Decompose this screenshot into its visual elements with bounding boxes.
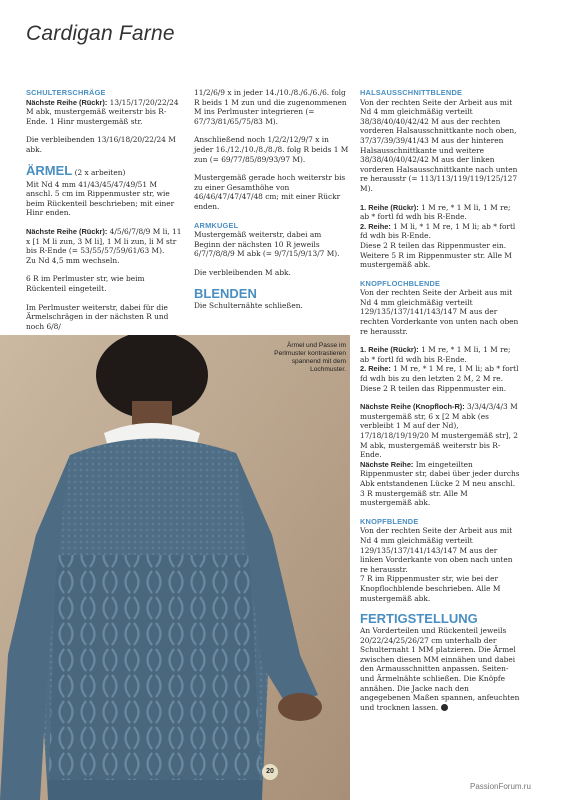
paragraph: Diese 2 R teilen das Rippenmuster ein. Weitere 5 R im Rippenmuster str. Alle M mustergemäß abk. xyxy=(360,240,512,270)
paragraph: Mustergemäß gerade hoch weiterstr bis zu einer Gesamthöhe von 46/46/47/47/47/48 cm; mit einer Rückr enden. xyxy=(194,173,346,211)
paragraph: 11/2/6/9 x in jeder 14./10./8./6./6./6. folg R beids 1 M zun und die zugenommenen M ins Perlmuster integrieren (= 67/73/81/65/75/83 M). xyxy=(194,88,347,126)
paragraph xyxy=(360,345,520,364)
paragraph: Von der rechten Seite der Arbeit aus mit Nd 4 mm gleichmäßig verteilt 129/135/137/141/143/147 M aus der rechten Vorderkante von unten nach oben re herausstr. xyxy=(360,288,519,336)
sweater-photo xyxy=(0,335,350,800)
paragraph xyxy=(360,460,520,508)
paragraph: Mit Nd 4 mm 41/43/45/47/49/51 M anschl. 5 cm im Rippenmuster str, wie beim Rückenteil beschrieben; mit einer Hinr enden. xyxy=(26,179,175,218)
heading-schulterschraege: SCHULTERSCHRÄGE xyxy=(26,88,106,97)
heading-knopfblende: KNOPFBLENDE xyxy=(360,516,419,526)
column-middle xyxy=(194,88,350,319)
paragraph-text: Im eingeteilten Rippenmuster str, dabei über jeder durchs Abk entstandenen Lücke 2 M neu anschl. 3 R mustergemäß str. Alle M mustergemäß abk. xyxy=(360,459,520,508)
paragraph: Diese 2 R teilen das Rippenmuster ein. xyxy=(360,383,507,393)
column-right xyxy=(360,88,520,721)
paragraph xyxy=(26,227,184,256)
paragraph-text: 13/15/17/20/22/24 M abk, mustergemäß weiterstr bis R-Ende. 1 Hinr mustergemäß str. xyxy=(26,97,179,126)
paragraph: Mustergemäß weiterstr, dabei am Beginn der nächsten 10 R jeweils 6/7/7/8/8/9 M abk (= 9/7/15/9/13/7 M). xyxy=(194,230,340,259)
paragraph-text: 3/3/4/3/4/3 M mustergemäß str, 6 x [2 M abk (es verbleibt 1 M auf der Nd), 17/18/18/19/19/20 M mustergemäß str], 2 M abk, mustergemäß weiterstr bis R-Ende. xyxy=(360,402,518,460)
row-label: 1. Reihe (Rückr): xyxy=(360,345,419,355)
paragraph-text: 4/5/6/7/8/9 M li, 11 x [1 M li zun, 3 M li], 1 M li zun, li M str bis R-Ende (= 53/55/57/59/61/63 M). xyxy=(26,226,182,256)
watermark: PassionForum.ru xyxy=(470,782,531,791)
paragraph xyxy=(360,364,520,383)
paragraph-text: An Vorderteilen und Rückenteil jeweils 20/22/24/25/26/27 cm unterhalb der Schulternaht 1 MM platzieren. Die Ärmel zwischen diesen MM einnähen und dabei den Armausschnitten anpassen. Seiten- und Ärmelnähte schließen. Die Knöpfe annähen. Die Jacke nach den angegebenen Maßen spannen, anfeuchten und trocknen lassen. xyxy=(360,626,520,712)
paragraph: Zu Nd 4,5 mm wechseln. xyxy=(26,255,120,265)
row-label: Nächste Reihe (Knopfloch-R): xyxy=(360,402,465,412)
paragraph-text: 1 M li, * 1 M re, 1 M li; ab * fortl fd wdh bis R-Ende. xyxy=(360,221,516,241)
row-label: 2. Reihe: xyxy=(360,364,391,374)
paragraph: 6 R im Perlmuster str, wie beim Rückenteil eingeteilt. xyxy=(26,274,145,293)
paragraph-text: 1 M re, * 1 M li, 1 M re; ab * fortl fd wdh bis R-Ende. xyxy=(360,345,511,364)
row-label: Nächste Reihe (Rückr): xyxy=(26,97,108,107)
paragraph: Die verbleibenden M abk. xyxy=(194,267,291,277)
row-label: 2. Reihe: xyxy=(360,221,391,231)
paragraph: Die Schulternähte schließen. xyxy=(194,300,303,310)
paragraph xyxy=(26,98,184,127)
paragraph: Anschließend noch 1/2/2/12/9/7 x in jeder 16./12./10./8./8./8. folg R beids 1 M zun (= 69/77/85/89/93/97 M). xyxy=(194,135,349,164)
sweater-illustration xyxy=(0,335,350,800)
heading-halsausschnittblende: HALSAUSSCHNITTBLENDE xyxy=(360,88,463,97)
paragraph: 7 R im Rippenmuster str, wie bei der Knopflochblende beschrieben. Alle M mustergemäß abk. xyxy=(360,574,501,603)
paragraph-text: 1 M re, * 1 M li, 1 M re; ab * fortl fd wdh bis R-Ende. xyxy=(360,202,511,222)
heading-aermel-sub: (2 x arbeiten) xyxy=(72,167,126,177)
paragraph xyxy=(360,626,520,712)
paragraph xyxy=(360,222,520,241)
heading-aermel xyxy=(26,164,184,180)
column-left xyxy=(26,88,184,340)
page-number: 20 xyxy=(262,764,278,780)
photo-caption: Ärmel und Passe im Perlmuster kontrastieren spannend mit dem Lochmuster. xyxy=(274,342,346,373)
paragraph: Im Perlmuster weiterstr, dabei für die Ärmelschrägen in der nächsten R und noch 6/8/ xyxy=(26,302,169,331)
heading-knopflochblende: KNOPFLOCHBLENDE xyxy=(360,278,441,288)
heading-armkugel: ARMKUGEL xyxy=(194,220,239,230)
heading-blenden: BLENDEN xyxy=(194,285,257,301)
heading-aermel-text: ÄRMEL xyxy=(26,162,73,178)
paragraph xyxy=(360,203,520,222)
paragraph: Von der rechten Seite der Arbeit aus mit Nd 4 mm gleichmäßig verteilt 38/38/40/40/42/42 M aus der rechten vorderen Halsausschnittkante noch oben, 37/37/39/39/41/43 M aus der hinteren Halsausschnittkante und weitere 38/38/40/40/42/42 M aus der linken vorderen Halsausschnittkante nach unten re herausstr (= 113/113/119/119/125/127 M). xyxy=(360,97,518,193)
end-mark-icon xyxy=(441,704,448,711)
heading-fertigstellung: FERTIGSTELLUNG xyxy=(360,611,478,627)
row-label: Nächste Reihe: xyxy=(360,459,414,469)
row-label: Nächste Reihe (Rückr): xyxy=(26,226,108,236)
paragraph xyxy=(360,402,520,460)
paragraph-text: 1 M re, * 1 M re, 1 M li; ab * fortl fd wdh bis zu den letzten 2 M, 2 M re. xyxy=(360,364,519,384)
paragraph: Von der rechten Seite der Arbeit aus mit Nd 4 mm gleichmäßig verteilt 129/135/137/141/143/147 M aus der linken Vorderkante von oben nach unten re herausstr. xyxy=(360,526,513,574)
page-title: Cardigan Farne xyxy=(26,22,175,45)
row-label: 1. Reihe (Rückr): xyxy=(360,202,419,212)
paragraph: Die verbleibenden 13/16/18/20/22/24 M abk. xyxy=(26,135,176,154)
